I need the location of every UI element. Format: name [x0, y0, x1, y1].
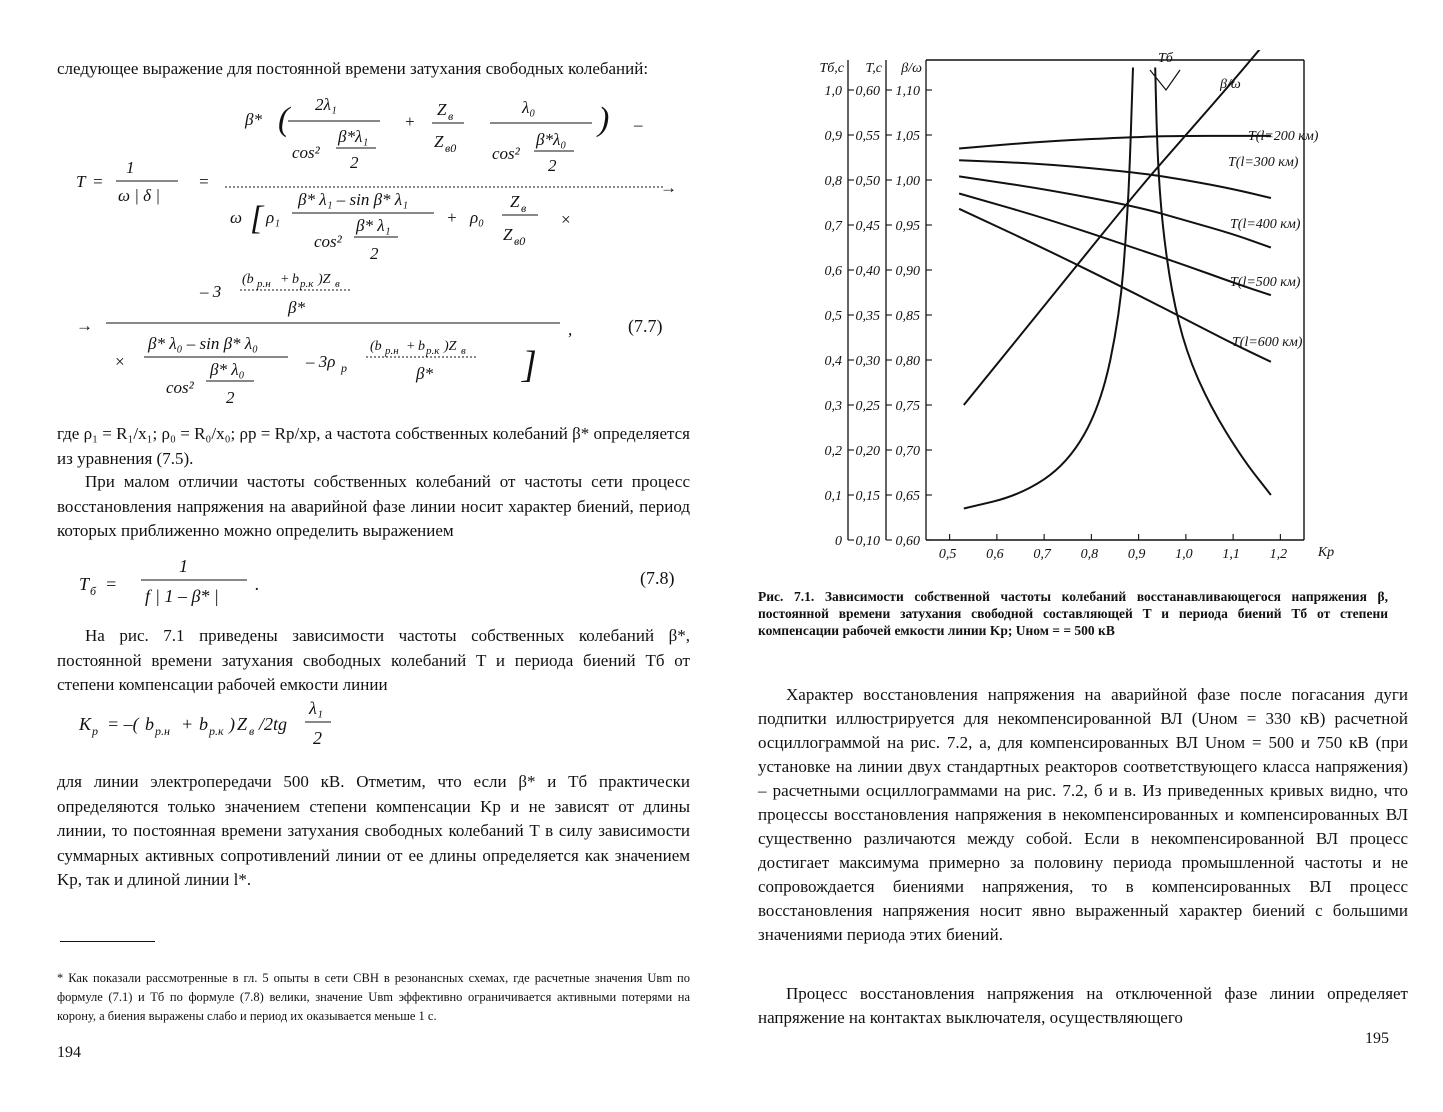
y-tick-label: 0,75	[895, 399, 920, 414]
y-tick-label: 0,3	[824, 399, 842, 414]
y-tick-label: 0,8	[824, 174, 842, 189]
svg-text:T: T	[76, 172, 86, 191]
y-tick-label: 1,05	[895, 129, 920, 144]
paragraph-oscillograms: Характер восстановления напряжения на аварийной фазе после погасания дуги подпитки иллюстрируется для некомпенсированной ВЛ (Uном = 330 кВ) расчетной осциллограммой на рис. 7.2, а, для компенсированных ВЛ Uном = 500 и 750 кВ (при установке на линии двух стандартных реакторов соответствующего класса напряжения) – расчетными осциллограммами на рис. 7.2, б и в. Из приведенных кривых видно, что процессы восстановления напряжения в некомпенсированных и компенсированных ВЛ существенно различаются между собой. Если в некомпенсированной ВЛ процесс достигает максимума примерно за половину периода промышленной частоты и не сопровождается биениями напряжения, то в компенсированных ВЛ процесс восстановления напряжения носит явно выраженный характер биений с большими значениями периода этих биений.	[758, 685, 1408, 944]
svg-text:+: +	[280, 272, 290, 287]
svg-text:р.н: р.н	[385, 345, 399, 357]
svg-text:cos²: cos²	[314, 232, 342, 251]
equation-7-8	[75, 556, 295, 612]
curve-4	[959, 194, 1271, 296]
y-tick-label: 0,7	[824, 219, 842, 234]
svg-text:ρ₀: ρ₀	[470, 208, 485, 227]
svg-text:в: в	[521, 201, 527, 215]
svg-text:,: ,	[568, 320, 573, 339]
intro-text: следующее выражение для постоянной времени затухания свободных колебаний:	[57, 59, 649, 78]
svg-text:+: +	[406, 339, 416, 354]
svg-text:2: 2	[313, 728, 322, 748]
svg-text:р: р	[341, 361, 347, 375]
svg-text:р.к: р.к	[426, 345, 440, 357]
equation-kp	[75, 696, 395, 756]
svg-text:β*: β*	[245, 110, 262, 129]
y-tick-label: 0,6	[824, 264, 842, 279]
svg-text:р.к: р.к	[209, 724, 224, 738]
y-tick-label: 0,40	[855, 264, 880, 279]
footnote: * Как показали рассмотренные в гл. 5 опыты в сети СВН в резонансных схемах, где расчетные значения Uвm по формуле (7.1) и Tб по формуле (7.8) велики, значение Uвm эффективно ограничивается активными потерями на корону, а биения выражены слабо и период их оказывается меньше 1 с.	[57, 970, 690, 1023]
svg-text:+: +	[446, 208, 458, 227]
svg-text:b: b	[418, 339, 425, 354]
svg-text:2: 2	[226, 388, 235, 407]
svg-text:ρ₁: ρ₁	[266, 208, 281, 227]
svg-text:ω: ω	[230, 208, 243, 227]
curve-label: β/ω	[1220, 77, 1241, 92]
equation-7-8-number: (7.8)	[640, 568, 675, 588]
curve-6	[964, 68, 1133, 509]
svg-text:×: ×	[560, 210, 572, 229]
svg-text:Z: Z	[434, 132, 444, 151]
svg-text:β* λ₁ – sin β* λ₁: β* λ₁ – sin β* λ₁	[298, 190, 409, 209]
y-tick-label: 0,45	[855, 219, 880, 234]
svg-text:2λ₁: 2λ₁	[315, 95, 337, 114]
x-tick-label: 0,7	[1033, 547, 1051, 562]
page-number-left: 194	[57, 1044, 81, 1061]
y-tick-label: 0,30	[855, 354, 880, 369]
curve-label: T(l=600 км)	[1232, 335, 1303, 350]
y-tick-label: 0,55	[855, 129, 880, 144]
svg-text:=: =	[92, 172, 104, 191]
y-tick-label: 0,5	[824, 309, 842, 324]
svg-text:b: b	[292, 272, 299, 287]
svg-text:b: b	[199, 714, 208, 734]
svg-text:(: (	[278, 101, 290, 138]
svg-text:/2tg: /2tg	[259, 714, 288, 734]
curve-label: T(l=400 км)	[1230, 217, 1301, 232]
svg-text:1: 1	[179, 556, 188, 576]
svg-text:в: в	[335, 278, 340, 290]
svg-text:б: б	[90, 584, 97, 598]
svg-text:β*: β*	[416, 364, 433, 383]
svg-text:×: ×	[114, 352, 126, 371]
paragraph-disconnected-phase: Процесс восстановления напряжения на отключенной фазе линии определяет напряжение на контактах выключателя, осуществляющего	[758, 984, 1408, 1027]
paragraph-beats: При малом отличии частоты собственных колебаний от частоты сети процесс восстановления напряжения на аварийной фазе линии носит характер биений, период которых приближенно можно определить выражением	[57, 472, 690, 540]
svg-text:| 1 – β* |: | 1 – β* |	[155, 586, 219, 606]
svg-text:f: f	[145, 586, 151, 606]
svg-text:T: T	[79, 574, 90, 594]
left-page	[0, 0, 720, 1112]
svg-text:→: →	[660, 178, 677, 197]
svg-text:2: 2	[370, 244, 379, 263]
svg-text:(b: (b	[370, 339, 382, 354]
x-tick-label: 0,9	[1127, 547, 1146, 562]
svg-text:(b: (b	[242, 272, 254, 287]
svg-text:.: .	[255, 574, 260, 594]
svg-text:в: в	[448, 109, 454, 123]
y-tick-label: 0,4	[824, 354, 842, 369]
y-tick-label: 0,95	[895, 219, 920, 234]
svg-text:в: в	[461, 345, 466, 357]
svg-text:β*λ₁: β*λ₁	[338, 127, 369, 146]
y-tick-label: 1,0	[824, 84, 842, 99]
svg-text:b: b	[145, 714, 154, 734]
svg-text:в: в	[249, 724, 255, 738]
y-axis-label: T,с	[865, 61, 882, 76]
svg-text:β* λ₀ – sin β* λ₀: β* λ₀ – sin β* λ₀	[148, 334, 259, 353]
y-tick-label: 1,00	[895, 174, 920, 189]
y-axis-label: β/ω	[901, 61, 922, 76]
x-tick-label: 0,5	[938, 547, 957, 562]
svg-text:)Z: )Z	[444, 339, 457, 354]
svg-text:λ₀: λ₀	[522, 98, 536, 117]
svg-text:]: ]	[522, 344, 537, 386]
curve-label: T(l=300 км)	[1228, 155, 1299, 170]
svg-text:1: 1	[126, 158, 135, 177]
y-tick-label: 0,20	[855, 444, 880, 459]
svg-text:Z: Z	[510, 192, 520, 211]
y-tick-label: 0,10	[855, 534, 880, 549]
y-tick-label: 0,65	[895, 489, 920, 504]
where-text: где ρ₁ = R₁/x₁; ρ₀ = R₀/x₀; ρр = Rр/xр, а частота собственных колебаний β* определяется из уравнения (7.5).	[57, 424, 690, 468]
footnote-rule	[60, 941, 155, 942]
y-tick-label: 0	[835, 534, 842, 549]
svg-text:= –(: = –(	[107, 714, 139, 734]
figure-7-1-chart	[778, 50, 1378, 570]
svg-text:р.н: р.н	[155, 724, 170, 738]
curve-label: T(l=200 км)	[1248, 129, 1319, 144]
svg-text:Z: Z	[437, 100, 447, 119]
svg-text:в0: в0	[445, 141, 457, 155]
svg-text:)Z: )Z	[318, 272, 331, 287]
svg-text:2: 2	[548, 156, 557, 175]
y-tick-label: 0,35	[855, 309, 880, 324]
svg-text:cos²: cos²	[292, 143, 320, 162]
svg-text:+: +	[404, 112, 416, 131]
y-tick-label: 0,9	[824, 129, 842, 144]
equation-7-7-number: (7.7)	[628, 316, 663, 336]
y-tick-label: 0,60	[855, 84, 880, 99]
y-tick-label: 0,70	[895, 444, 920, 459]
svg-text:→: →	[76, 316, 93, 335]
y-tick-label: 0,60	[895, 534, 920, 549]
svg-text:K: K	[79, 714, 92, 734]
x-tick-label: 1,0	[1175, 547, 1193, 562]
x-tick-label: 1,2	[1269, 547, 1288, 562]
paragraph-figure-reference: На рис. 7.1 приведены зависимости частоты собственных колебаний β*, постоянной времени затухания свободных колебаний T и периода биений Tб от степени компенсации рабочей емкости линии	[57, 626, 690, 694]
svg-text:– 3: – 3	[200, 282, 222, 301]
svg-text:р.н: р.н	[257, 278, 271, 290]
svg-text:– 3ρ: – 3ρ	[306, 352, 336, 371]
svg-text:р: р	[92, 724, 98, 738]
svg-text:–: –	[634, 115, 643, 134]
svg-text:2: 2	[350, 153, 359, 172]
y-tick-label: 0,85	[895, 309, 920, 324]
chart-curves	[959, 50, 1271, 509]
svg-text:[: [	[250, 200, 264, 237]
curve-1	[959, 136, 1271, 149]
x-tick-label: 1,1	[1222, 547, 1240, 562]
y-tick-label: 0,90	[895, 264, 920, 279]
y-tick-label: 0,50	[855, 174, 880, 189]
svg-text:β* λ₀: β* λ₀	[210, 360, 245, 379]
svg-text:β* λ₁: β* λ₁	[356, 216, 391, 235]
svg-text:в0: в0	[514, 234, 526, 248]
svg-text:β*λ₀: β*λ₀	[536, 130, 567, 149]
svg-text:+: +	[181, 714, 194, 734]
svg-text:cos²: cos²	[166, 378, 194, 397]
curve-label: T(l=500 км)	[1230, 275, 1301, 290]
y-tick-label: 0,80	[895, 354, 920, 369]
x-tick-label: 0,6	[986, 547, 1004, 562]
svg-text:): )	[229, 714, 235, 734]
svg-text:cos²: cos²	[492, 144, 520, 163]
right-page	[720, 0, 1443, 1112]
figure-caption: Рис. 7.1. Зависимости собственной частоты колебаний восстанавливающегося напряжения β, постоянной времени затухания свободной составляющей T и периода биений Tб от степени компенсации рабочей емкости линии Kр; Uном = = 500 кВ	[758, 588, 1388, 638]
svg-text:Z: Z	[237, 714, 248, 734]
equation-7-7	[60, 95, 700, 415]
x-tick-label: 0,8	[1080, 547, 1099, 562]
y-axis-label: Tб,с	[819, 61, 844, 76]
svg-text:β*: β*	[288, 298, 305, 317]
y-tick-label: 1,10	[895, 84, 920, 99]
svg-text:ω | δ |: ω | δ |	[118, 186, 161, 205]
svg-text:=: =	[105, 574, 118, 594]
y-tick-label: 0,15	[855, 489, 880, 504]
x-axis-label: Kр	[1317, 545, 1335, 560]
curve-2	[959, 160, 1271, 198]
svg-text:): )	[598, 101, 610, 138]
curve-label: Tб	[1158, 51, 1173, 66]
svg-text:р.к: р.к	[300, 278, 314, 290]
svg-text:Z: Z	[503, 225, 513, 244]
svg-text:λ₁: λ₁	[309, 698, 324, 718]
y-tick-label: 0,25	[855, 399, 880, 414]
paragraph-note: для линии электропередачи 500 кВ. Отметим, что если β* и Tб практически определяются только значением степени компенсации Kр и не зависят от длины линии, то постоянная времени затухания свободных колебаний T в силу зависимости суммарных активных сопротивлений линии от ее длины определяется как значением Kр, так и длиной линии l*.	[57, 772, 690, 889]
page-number-right: 195	[1365, 1030, 1389, 1047]
y-tick-label: 0,2	[824, 444, 842, 459]
svg-text:=: =	[198, 172, 210, 191]
y-tick-label: 0,1	[824, 489, 842, 504]
curve-0	[964, 50, 1271, 405]
